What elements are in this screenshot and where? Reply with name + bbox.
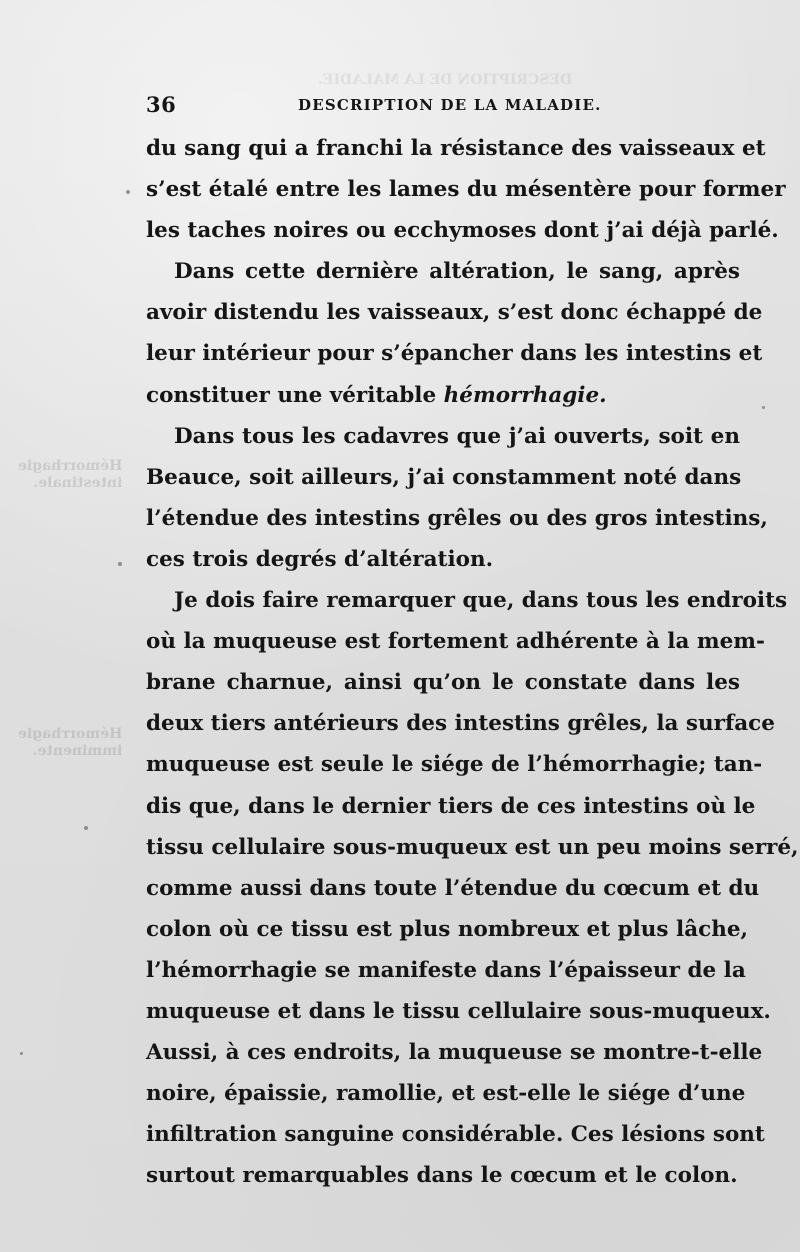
running-head (146, 92, 736, 120)
paragraph-first-line: Dans tous les cadavres que j’ai ouverts, soit en (174, 423, 740, 449)
text-line (146, 375, 740, 416)
text-line: Beauce, soit ailleurs, j’ai constamment noté dans (146, 464, 742, 490)
text-line: l’hémorrhagie se manifeste dans l’épaisseur de la (146, 957, 746, 983)
text-line: ces trois degrés d’altération. (146, 546, 494, 572)
text-line: où la muqueuse est fortement adhérente à la mem- (146, 629, 765, 655)
text-line: s’est étalé entre les lames du mésentère pour former (146, 177, 786, 203)
text-line: Aussi, à ces endroits, la muqueuse se montre-t-elle (146, 1040, 763, 1066)
text-run: constituer une véritable (146, 382, 437, 408)
text-line: les taches noires ou ecchymoses dont j’ai déjà parlé. (146, 218, 779, 244)
bleed-through-margin-note: Hémorrhagie imminente. (18, 726, 123, 759)
paper-speck (762, 406, 765, 409)
text-line: avoir distendu les vaisseaux, s’est donc échappé de (146, 300, 763, 326)
bleed-through-margin-note: Hémorrhagie intestinale. (18, 458, 123, 491)
text-line: muqueuse est seule le siége de l’hémorrhagie; tan- (146, 752, 763, 778)
text-line: deux tiers antérieurs des intestins grêles, la surface (146, 711, 775, 737)
paper-speck (118, 562, 122, 566)
text-line: muqueuse et dans le tissu cellulaire sous-muqueux. (146, 998, 771, 1024)
paragraph-first-line: Je dois faire remarquer que, dans tous les endroits (174, 588, 788, 614)
paper-speck (84, 826, 88, 830)
text-line: tissu cellulaire sous-muqueux est un peu moins serré, (146, 834, 799, 860)
italic-term: hémorrhagie. (443, 382, 607, 408)
text-line: colon où ce tissu est plus nombreux et plus lâche, (146, 916, 749, 942)
running-title: DESCRIPTION DE LA MALADIE. (298, 96, 602, 114)
text-line: dis que, dans le dernier tiers de ces intestins où le (146, 793, 756, 819)
paper-speck (126, 190, 130, 194)
text-line: infiltration sanguine considérable. Ces lésions sont (146, 1122, 765, 1148)
text-line: noire, épaissie, ramollie, et est-elle le siége d’une (146, 1081, 746, 1107)
text-line: du sang qui a franchi la résistance des vaisseaux et (146, 136, 766, 161)
text-line: l’étendue des intestins grêles ou des gros intestins, (146, 505, 768, 531)
paragraph-first-line: Dans cette dernière altération, le sang, après (174, 259, 740, 285)
bleed-through-header: DESCRIPTION DE LA MALADIE. (318, 72, 573, 88)
text-line: leur intérieur pour s’épancher dans les intestins et (146, 341, 763, 367)
text-line: brane charnue, ainsi qu’on le constate dans les (146, 670, 740, 696)
text-line: comme aussi dans toute l’étendue du cœcum et du (146, 875, 760, 901)
paper-speck (20, 1052, 23, 1055)
page-number: 36 (146, 92, 177, 117)
text-line: surtout remarquables dans le cœcum et le colon. (146, 1163, 738, 1189)
body-text (146, 128, 799, 1196)
